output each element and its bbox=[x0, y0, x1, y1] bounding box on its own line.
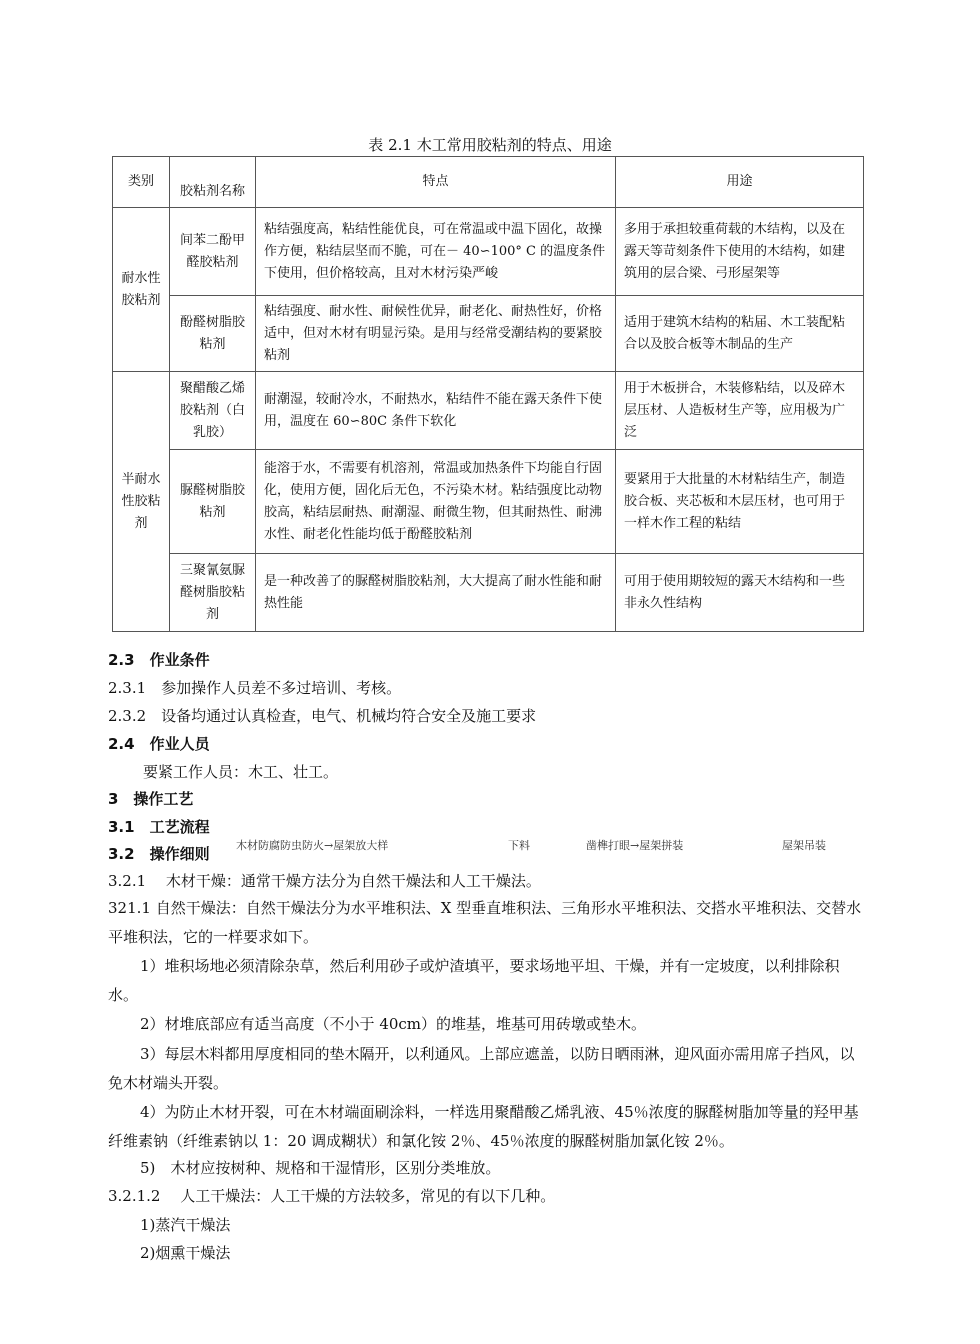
paragraph: 2）材堆底部应有适当高度（不小于 40cm）的堆基，堆基可用砖墩或垫木。 bbox=[140, 1015, 647, 1033]
section-heading: 3.1 工艺流程 bbox=[108, 818, 210, 836]
flow-step: 木材防腐防虫防火→屋架放大样 bbox=[236, 839, 389, 852]
adhesive-name: 三聚氰氨脲醛树脂胶粘剂 bbox=[170, 554, 256, 632]
flow-step: 凿榫打眼→屋架拼装 bbox=[586, 839, 684, 852]
section-text: 3.2.1 木材干燥：通常干燥方法分为自然干燥法和人工干燥法。 bbox=[108, 872, 541, 890]
flow-step: 下料 bbox=[508, 839, 530, 852]
adhesive-features: 粘结强度、耐水性、耐候性优异，耐老化、耐热性好，价格适中，但对木材有明显污染。是用与经常受潮结构的要紧胶粘剂 bbox=[256, 296, 616, 372]
header-features: 特点 bbox=[256, 157, 616, 208]
section-text: 3.2.1.2 人工干燥法：人工干燥的方法较多，常见的有以下几种。 bbox=[108, 1187, 556, 1205]
adhesive-features: 粘结强度高，粘结性能优良，可在常温或中温下固化，故操作方便，粘结层坚而不脆，可在－ 40∽100° C 的温度条件下使用，但价格较高，且对木材污染严峻 bbox=[256, 208, 616, 296]
adhesive-name: 酚醛树脂胶粘剂 bbox=[170, 296, 256, 372]
category-cell: 半耐水性胶粘剂 bbox=[113, 372, 170, 632]
header-name: 胶粘剂名称 bbox=[170, 157, 256, 208]
section-heading: 3 操作工艺 bbox=[108, 790, 194, 808]
adhesive-name: 脲醛树脂胶粘剂 bbox=[170, 450, 256, 554]
paragraph: 3）每层木料都用厚度相同的垫木隔开，以利通风。上部应遮盖，以防日晒雨淋，迎风面亦需用席子挡风，以免木材端头开裂。 bbox=[108, 1045, 855, 1092]
adhesive-uses: 要紧用于大批量的木材粘结生产，制造胶合板、夹芯板和木层压材，也可用于一样木作工程的粘结 bbox=[616, 450, 864, 554]
section-text: 2.3.1 参加操作人员差不多过培训、考核。 bbox=[108, 679, 402, 697]
adhesive-features: 耐潮湿，较耐冷水，不耐热水，粘结件不能在露天条件下使用，温度在 60∽80C 条件下软化 bbox=[256, 372, 616, 450]
table-row bbox=[113, 450, 864, 554]
table-header-row bbox=[113, 157, 864, 208]
adhesive-name: 聚醋酸乙烯胶粘剂（白乳胶） bbox=[170, 372, 256, 450]
adhesive-table bbox=[112, 156, 864, 632]
paragraph: 4）为防止木材开裂，可在木材端面刷涂料，一样选用聚醋酸乙烯乳液、45％浓度的脲醛树脂加等量的羟甲基纤维素钠（纤维素钠以 1：20 调成糊状）和氯化铵 2％、45％浓度的脲醛树脂加氯化铵 2％。 bbox=[108, 1103, 859, 1150]
table-row bbox=[113, 372, 864, 450]
list-item: 1)蒸汽干燥法 bbox=[140, 1216, 231, 1234]
paragraph: 5) 木材应按树种、规格和干湿情形，区别分类堆放。 bbox=[140, 1159, 501, 1177]
table-row bbox=[113, 208, 864, 296]
list-item: 2)烟熏干燥法 bbox=[140, 1244, 231, 1262]
section-heading: 2.3 作业条件 bbox=[108, 651, 210, 669]
header-category: 类别 bbox=[113, 157, 170, 208]
flow-step: 屋架吊装 bbox=[782, 839, 826, 852]
paragraph: 1）堆积场地必须清除杂草，然后利用砂子或炉渣填平，要求场地平坦、干燥，并有一定坡度，以利排除积水。 bbox=[108, 957, 840, 1004]
adhesive-name: 间苯二酚甲醛胶粘剂 bbox=[170, 208, 256, 296]
section-text: 2.3.2 设备均通过认真检查，电气、机械均符合安全及施工要求 bbox=[108, 707, 537, 725]
category-cell: 耐水性胶粘剂 bbox=[113, 208, 170, 372]
paragraph: 321.1 自然干燥法：自然干燥法分为水平堆积法、X 型垂直堆积法、三角形水平堆积法、交搭水平堆积法、交替水平堆积法，它的一样要求如下。 bbox=[108, 899, 862, 946]
section-text: 要紧工作人员：木工、壮工。 bbox=[143, 763, 339, 781]
header-uses: 用途 bbox=[616, 157, 864, 208]
table-caption: 表 2.1 木工常用胶粘剂的特点、用途 bbox=[368, 136, 612, 154]
table-row bbox=[113, 554, 864, 632]
adhesive-uses: 适用于建筑木结构的粘届、木工装配粘合以及胶合板等木制品的生产 bbox=[616, 296, 864, 372]
adhesive-uses: 用于木板拼合，木装修粘结，以及碎木层压材、人造板材生产等，应用极为广泛 bbox=[616, 372, 864, 450]
section-heading: 3.2 操作细则 bbox=[108, 845, 210, 863]
adhesive-uses: 多用于承担较重荷载的木结构，以及在露天等苛刻条件下使用的木结构，如建筑用的层合梁、弓形屋架等 bbox=[616, 208, 864, 296]
adhesive-uses: 可用于使用期较短的露天木结构和一些非永久性结构 bbox=[616, 554, 864, 632]
adhesive-features: 是一种改善了的脲醛树脂胶粘剂，大大提高了耐水性能和耐热性能 bbox=[256, 554, 616, 632]
table-row bbox=[113, 296, 864, 372]
section-heading: 2.4 作业人员 bbox=[108, 735, 210, 753]
adhesive-features: 能溶于水，不需要有机溶剂，常温或加热条件下均能自行固化，使用方便，固化后无色，不污染木材。粘结强度比动物胶高，粘结层耐热、耐潮湿、耐微生物，但其耐热性、耐沸水性、耐老化性能均低于酚醛胶粘剂 bbox=[256, 450, 616, 554]
